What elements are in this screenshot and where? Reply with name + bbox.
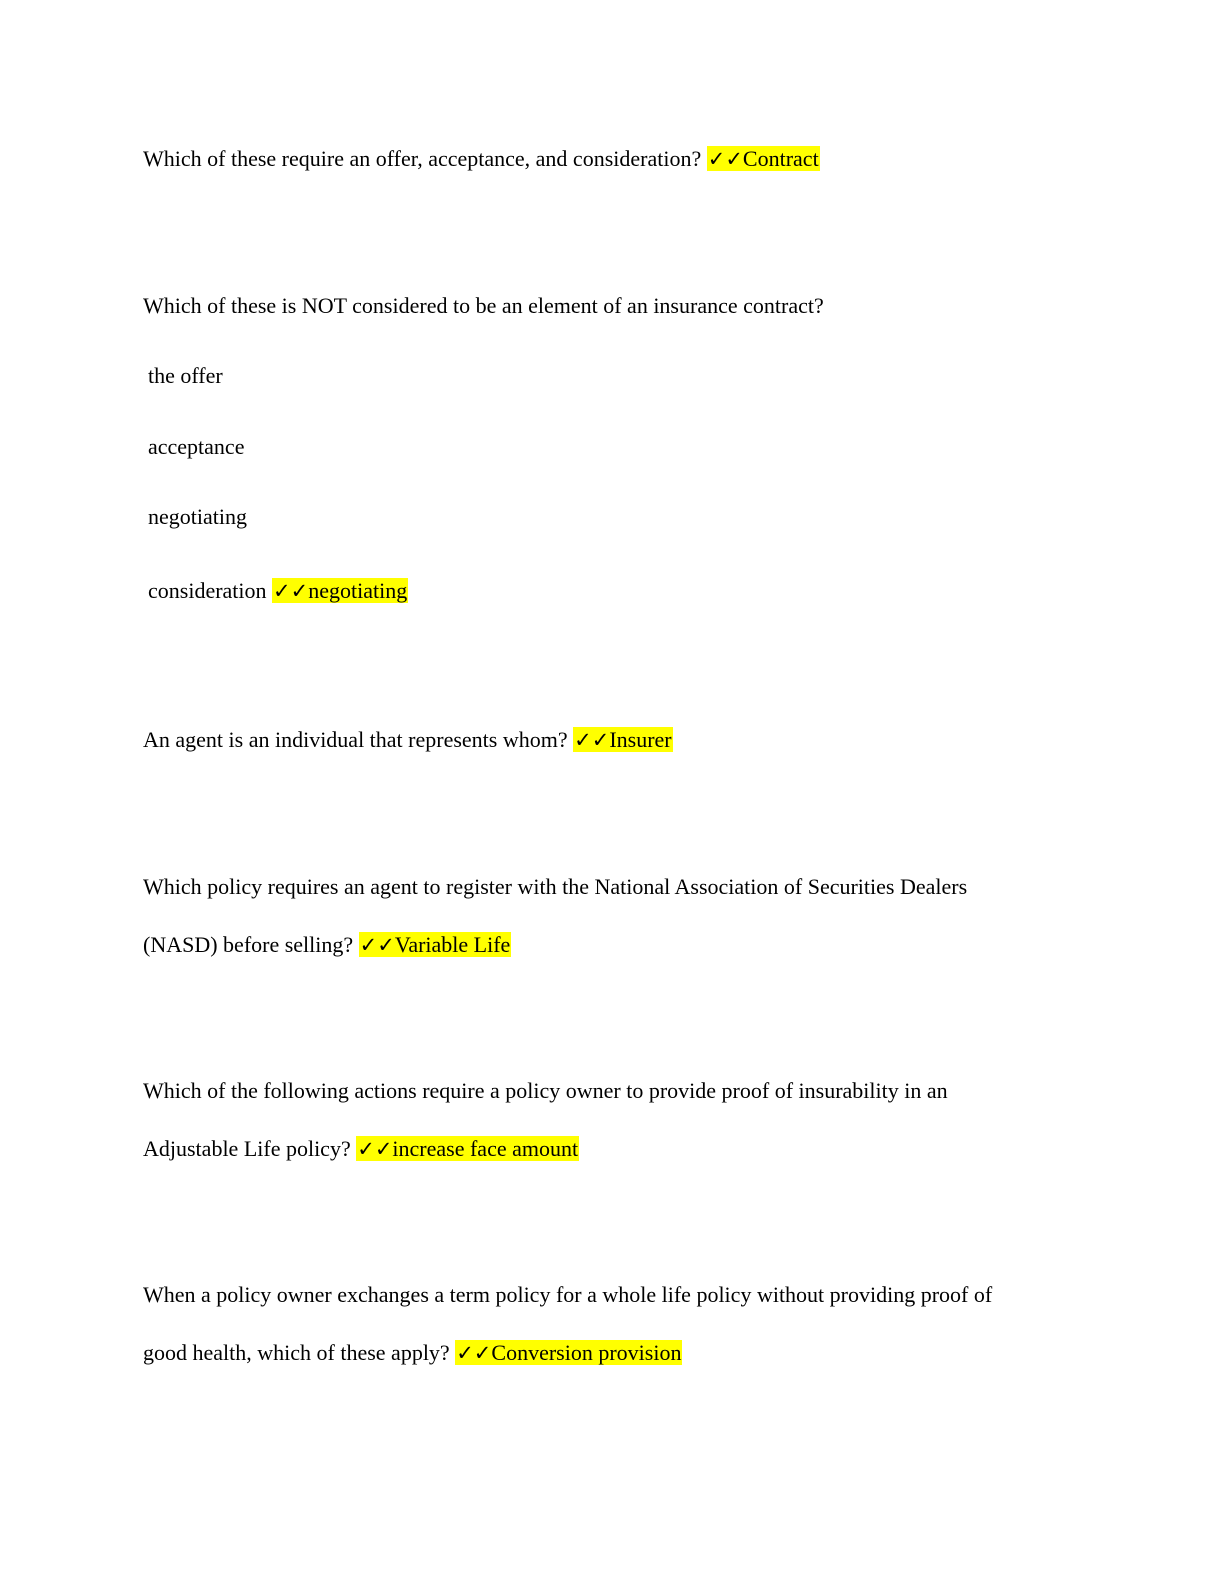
answer-6-highlight xyxy=(455,1340,682,1365)
question-4-text-1: Which policy requires an agent to register with the National Association of Securities Dealers xyxy=(143,874,968,899)
double-check-icon: ✓✓ xyxy=(359,933,395,957)
double-check-icon: ✓✓ xyxy=(273,579,309,603)
question-2-line xyxy=(143,290,824,322)
option-item xyxy=(148,431,244,463)
question-5-line-2 xyxy=(143,1133,579,1165)
option-text: acceptance xyxy=(148,434,245,459)
question-1-line xyxy=(143,143,820,175)
question-1-text: Which of these require an offer, acceptance, and consideration? xyxy=(143,146,702,171)
question-5-line-1 xyxy=(143,1075,948,1107)
answer-5-highlight xyxy=(356,1136,579,1161)
answer-3-highlight xyxy=(573,727,673,752)
option-text: negotiating xyxy=(148,504,247,529)
double-check-icon: ✓✓ xyxy=(707,147,743,171)
question-2-text: Which of these is NOT considered to be an element of an insurance contract? xyxy=(143,293,824,318)
question-3-text: An agent is an individual that represents whom? xyxy=(143,727,568,752)
question-3-line xyxy=(143,724,673,756)
question-5-text-1: Which of the following actions require a policy owner to provide proof of insurability in an xyxy=(143,1078,948,1103)
question-6-text-1: When a policy owner exchanges a term policy for a whole life policy without providing proof of xyxy=(143,1282,993,1307)
question-6-line-2 xyxy=(143,1337,682,1369)
answer-3-text: Insurer xyxy=(609,727,672,752)
option-text: consideration xyxy=(148,578,267,603)
option-text: the offer xyxy=(148,363,223,388)
double-check-icon: ✓✓ xyxy=(574,728,610,752)
double-check-icon: ✓✓ xyxy=(456,1341,492,1365)
answer-1-text: Contract xyxy=(742,146,819,171)
answer-2-highlight xyxy=(272,578,408,603)
question-5-text-2: Adjustable Life policy? xyxy=(143,1136,351,1161)
question-4-line-2 xyxy=(143,929,511,961)
answer-4-highlight xyxy=(359,932,512,957)
answer-6-text: Conversion provision xyxy=(491,1340,682,1365)
option-item xyxy=(148,501,247,533)
answer-5-text: increase face amount xyxy=(392,1136,579,1161)
double-check-icon: ✓✓ xyxy=(357,1137,393,1161)
question-6-text-2: good health, which of these apply? xyxy=(143,1340,450,1365)
option-item xyxy=(148,360,223,392)
question-4-line-1 xyxy=(143,871,967,903)
question-4-text-2: (NASD) before selling? xyxy=(143,932,354,957)
answer-4-text: Variable Life xyxy=(394,932,511,957)
option-item xyxy=(148,575,408,607)
answer-1-highlight xyxy=(707,146,820,171)
answer-2-text: negotiating xyxy=(308,578,408,603)
question-6-line-1 xyxy=(143,1279,992,1311)
